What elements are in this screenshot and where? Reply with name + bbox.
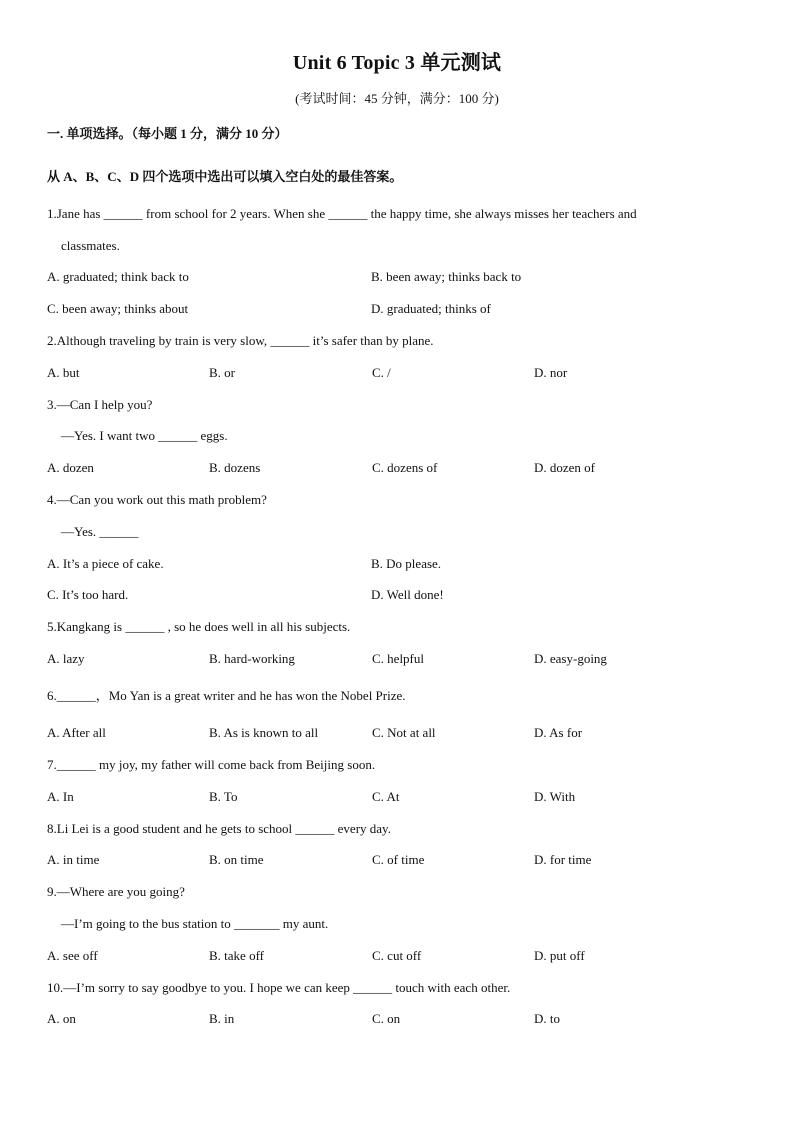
question-9-option-c[interactable]: C. cut off [372,948,422,963]
question-4-option-a[interactable]: A. It’s a piece of cake. [47,556,164,571]
question-1-option-c[interactable]: C. been away; thinks about [47,301,189,316]
question-8-option-c[interactable]: C. of time [372,852,425,867]
question-2-option-d[interactable]: D. nor [534,365,568,380]
question-4-stem: 4.—Can you work out this math problem? [47,492,267,507]
question-1-stem: 1.Jane has ______ from school for 2 years. When she ______ the happy time, she always misses her teachers and [47,206,637,221]
question-10-option-a[interactable]: A. on [47,1011,76,1026]
question-8-option-d[interactable]: D. for time [534,852,592,867]
question-2-option-b[interactable]: B. or [209,365,235,380]
question-1-stem-cont: classmates. [61,238,120,253]
question-7-option-b[interactable]: B. To [209,789,238,804]
question-5-option-c[interactable]: C. helpful [372,651,424,666]
question-10-option-d[interactable]: D. to [534,1011,560,1026]
question-1-option-a[interactable]: A. graduated; think back to [47,269,189,284]
question-4-stem-cont: —Yes. ______ [61,524,139,539]
question-7-option-c[interactable]: C. At [372,789,400,804]
question-9-option-a[interactable]: A. see off [47,948,98,963]
section-instruction: 从 A、B、C、D 四个选项中选出可以填入空白处的最佳答案。 [47,169,403,184]
question-9-stem-cont: —I’m going to the bus station to _______ my aunt. [61,916,329,931]
question-5-option-d[interactable]: D. easy-going [534,651,607,666]
section-heading: 一. 单项选择。（每小题 1 分，满分 10 分） [47,126,288,141]
question-5-option-a[interactable]: A. lazy [47,651,85,666]
exam-info: (考试时间：45 分钟，满分：100 分) [295,91,499,106]
question-6-option-b[interactable]: B. As is known to all [209,725,319,740]
question-3-option-b[interactable]: B. dozens [209,460,261,475]
question-8-option-a[interactable]: A. in time [47,852,100,867]
question-3-option-a[interactable]: A. dozen [47,460,94,475]
question-5-option-b[interactable]: B. hard-working [209,651,295,666]
question-3-option-d[interactable]: D. dozen of [534,460,596,475]
question-9-option-d[interactable]: D. put off [534,948,585,963]
question-1-option-b[interactable]: B. been away; thinks back to [371,269,522,284]
question-7-stem: 7.______ my joy, my father will come back from Beijing soon. [47,757,376,772]
question-4-option-b[interactable]: B. Do please. [371,556,442,571]
page-title: Unit 6 Topic 3 单元测试 [292,52,502,74]
question-2-option-c[interactable]: C. / [372,365,391,380]
question-4-option-c[interactable]: C. It’s too hard. [47,587,129,602]
question-10-stem: 10.—I’m sorry to say goodbye to you. I hope we can keep ______ touch with each other. [47,980,511,995]
question-10-option-c[interactable]: C. on [372,1011,401,1026]
question-2-option-a[interactable]: A. but [47,365,80,380]
question-7-option-d[interactable]: D. With [534,789,576,804]
question-10-option-b[interactable]: B. in [209,1011,235,1026]
question-5-stem: 5.Kangkang is ______ , so he does well in all his subjects. [47,619,351,634]
question-8-option-b[interactable]: B. on time [209,852,264,867]
question-4-option-d[interactable]: D. Well done! [371,587,444,602]
question-6-option-d[interactable]: D. As for [534,725,583,740]
question-2-stem: 2.Although traveling by train is very slow, ______ it’s safer than by plane. [47,333,434,348]
question-6-stem: 6.______，Mo Yan is a great writer and he has won the Nobel Prize. [47,688,406,703]
question-3-stem: 3.—Can I help you? [47,397,153,412]
question-9-option-b[interactable]: B. take off [209,948,264,963]
question-3-option-c[interactable]: C. dozens of [372,460,438,475]
question-9-stem: 9.—Where are you going? [47,884,185,899]
question-6-option-c[interactable]: C. Not at all [372,725,436,740]
question-1-option-d[interactable]: D. graduated; thinks of [371,301,491,316]
question-7-option-a[interactable]: A. In [47,789,74,804]
question-6-option-a[interactable]: A. After all [47,725,106,740]
question-3-stem-cont: —Yes. I want two ______ eggs. [61,428,228,443]
question-8-stem: 8.Li Lei is a good student and he gets to school ______ every day. [47,821,391,836]
